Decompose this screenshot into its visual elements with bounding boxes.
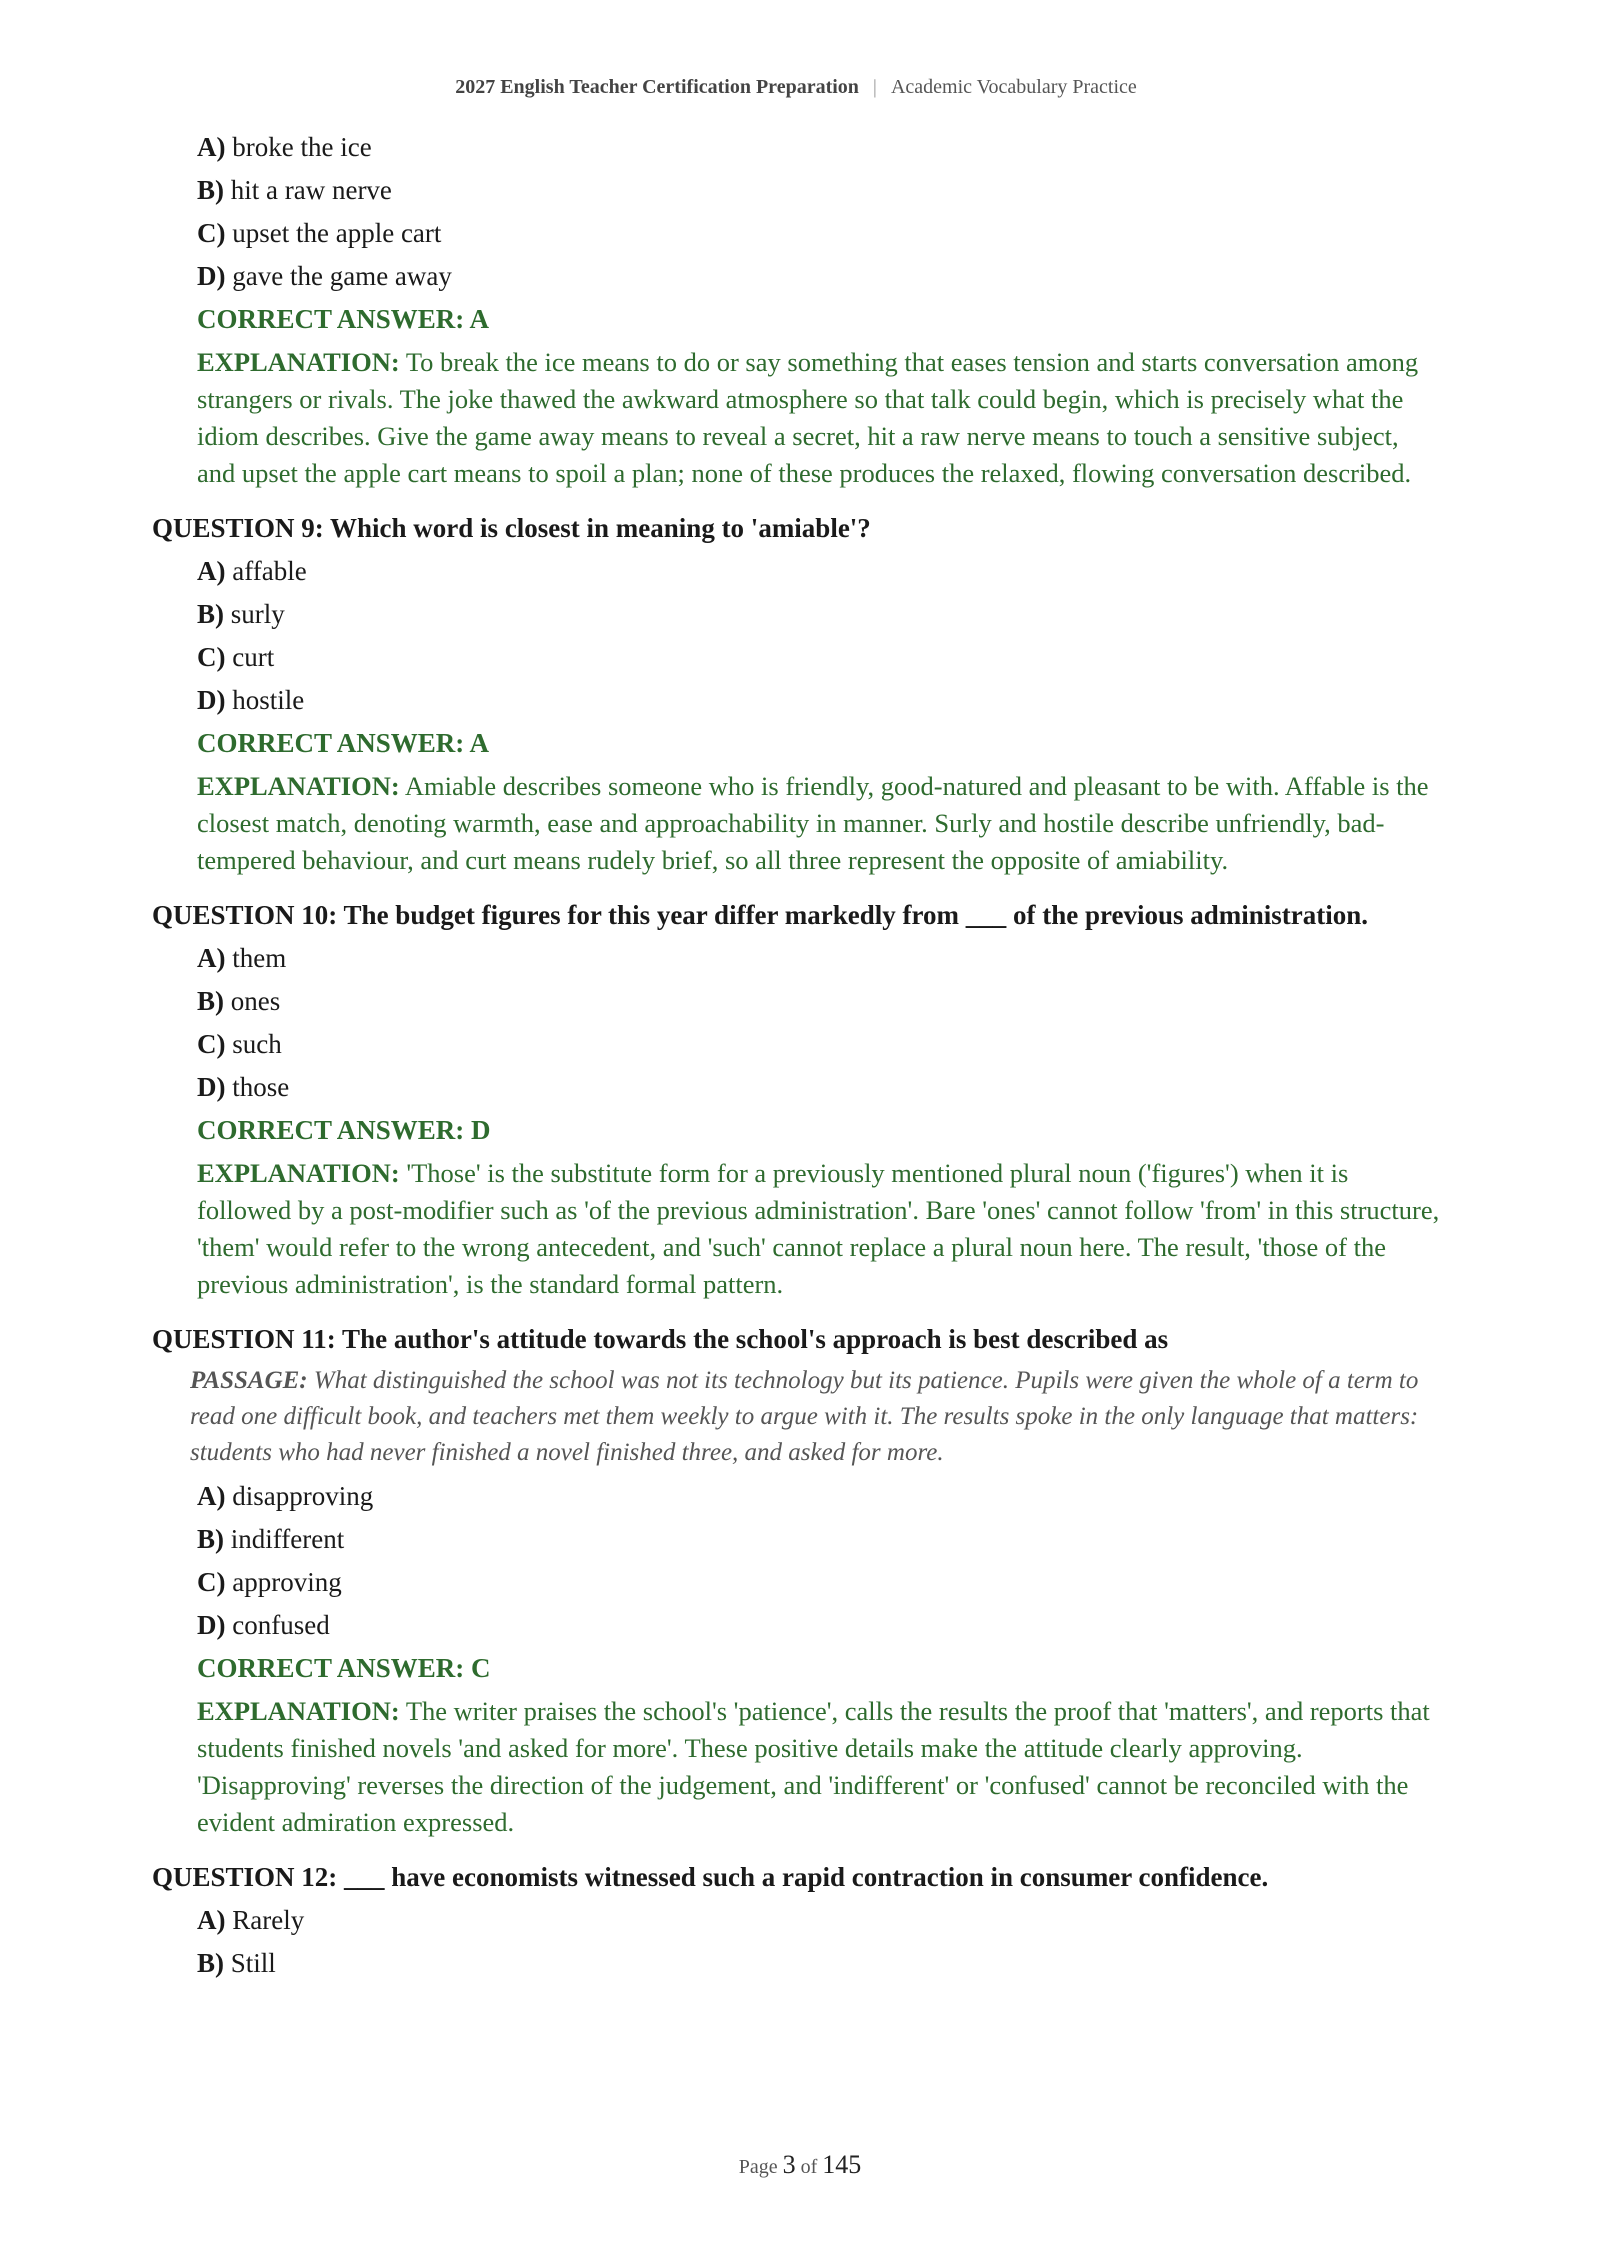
option-d: D) those	[197, 1072, 290, 1102]
correct-answer: CORRECT ANSWER: A	[197, 728, 490, 758]
page-label: Page	[738, 2156, 778, 2178]
header-subtitle: Academic Vocabulary Practice	[890, 76, 1137, 98]
option-b: B) hit a raw nerve	[197, 175, 392, 205]
option-c: C) approving	[197, 1567, 342, 1597]
question-heading: QUESTION 10: The budget figures for this year differ markedly from ___ of the previous administration.	[152, 900, 1369, 930]
question-9	[152, 506, 1440, 879]
correct-answer: CORRECT ANSWER: A	[197, 304, 490, 334]
header-separator: |	[872, 76, 877, 98]
question-12	[152, 1855, 1440, 1985]
page-footer	[0, 2150, 1600, 2180]
option-a: A) disapproving	[197, 1481, 374, 1511]
option-a: A) them	[197, 943, 287, 973]
page-header	[152, 0, 1440, 114]
option-a: A) broke the ice	[197, 132, 372, 162]
of-label: of	[800, 2156, 818, 2178]
option-d: D) confused	[197, 1610, 330, 1640]
reading-passage: PASSAGE: What distinguished the school was not its technology but its patience. Pupils were given the whole of a term to read one difficult book, and teachers met them weekly to argue with it. The results spoke in the only language that matters: students who had never finished a novel finished three, and asked for more.	[190, 1367, 1419, 1466]
explanation: EXPLANATION: Amiable describes someone who is friendly, good-natured and pleasant to be with. Affable is the closest match, denoting warmth, ease and approachability in manner. Surly and hostile describe unfriendly, bad-tempered behaviour, and curt means rudely brief, so all three represent the opposite of amiability.	[197, 771, 1429, 875]
option-a: A) Rarely	[197, 1905, 305, 1935]
explanation: EXPLANATION: 'Those' is the substitute form for a previously mentioned plural noun ('figures') when it is followed by a post-modifier such as 'of the previous administration'. Bare 'ones' cannot follow 'from' in this structure, 'them' would refer to the wrong antecedent, and 'such' cannot replace a plural noun here. The result, 'those of the previous administration', is the standard formal pattern.	[197, 1158, 1440, 1299]
question-11	[152, 1317, 1440, 1841]
page-number: 3	[782, 2150, 796, 2179]
page-content	[152, 126, 1440, 1985]
correct-answer: CORRECT ANSWER: C	[197, 1653, 491, 1683]
option-c: C) such	[197, 1029, 282, 1059]
option-a: A) affable	[197, 556, 307, 586]
option-c: C) upset the apple cart	[197, 218, 442, 248]
option-d: D) gave the game away	[197, 261, 452, 291]
question-heading: QUESTION 12: ___ have economists witnessed such a rapid contraction in consumer confidence.	[152, 1862, 1269, 1892]
option-b: B) surly	[197, 599, 285, 629]
option-b: B) indifferent	[197, 1524, 345, 1554]
question-heading: QUESTION 11: The author's attitude towards the school's approach is best described as	[152, 1324, 1169, 1354]
option-d: D) hostile	[197, 685, 305, 715]
explanation: EXPLANATION: To break the ice means to do or say something that eases tension and starts conversation among strangers or rivals. The joke thawed the awkward atmosphere so that talk could begin, which is precisely what the idiom describes. Give the game away means to reveal a secret, hit a raw nerve means to touch a sensitive subject, and upset the apple cart means to spoil a plan; none of these produces the relaxed, flowing conversation described.	[197, 347, 1419, 488]
total-pages: 145	[822, 2150, 862, 2179]
question-heading: QUESTION 9: Which word is closest in meaning to 'amiable'?	[152, 513, 871, 543]
header-title: 2027 English Teacher Certification Preparation	[455, 76, 859, 98]
option-b: B) Still	[197, 1948, 276, 1978]
explanation: EXPLANATION: The writer praises the school's 'patience', calls the results the proof that 'matters', and reports that students finished novels 'and asked for more'. These positive details make the attitude clearly approving. 'Disapproving' reverses the direction of the judgement, and 'indifferent' or 'confused' cannot be reconciled with the evident admiration expressed.	[197, 1696, 1430, 1837]
option-b: B) ones	[197, 986, 281, 1016]
option-c: C) curt	[197, 642, 275, 672]
question-10	[152, 893, 1440, 1303]
question-8-continued	[152, 126, 1440, 492]
correct-answer: CORRECT ANSWER: D	[197, 1115, 491, 1145]
